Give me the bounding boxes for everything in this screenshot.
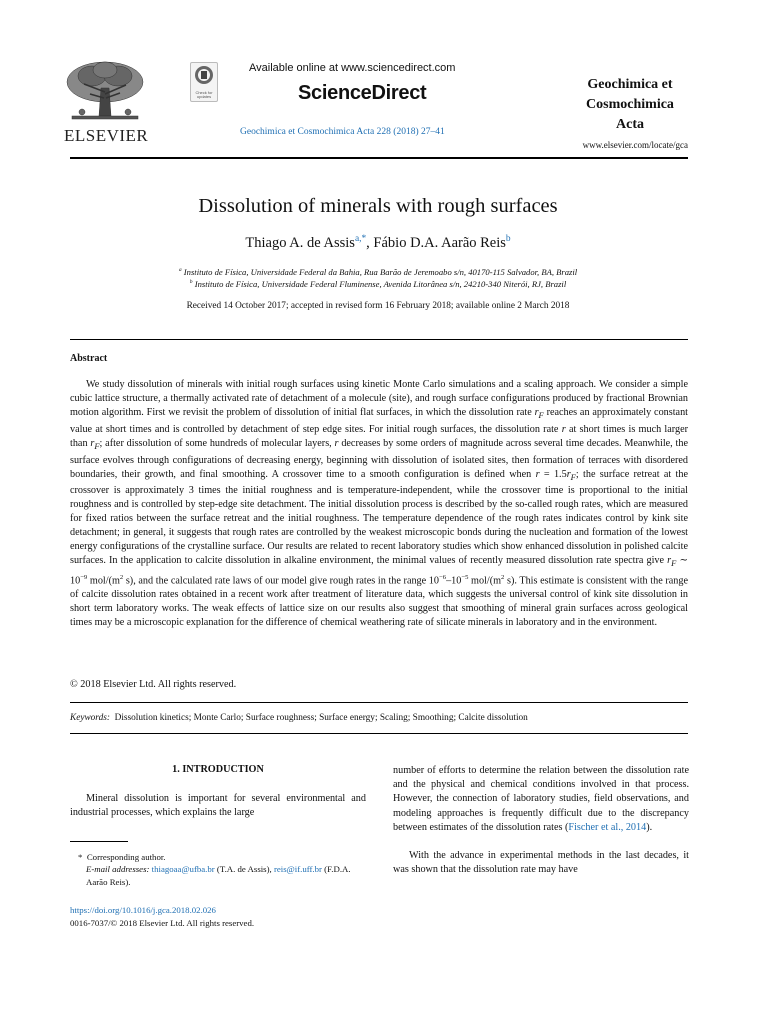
check-for-updates-badge[interactable] [190,62,218,102]
author-2: Fábio D.A. Aarão Reis [373,234,506,251]
affiliation-b-text: Instituto de Física, Universidade Federal Fluminense, Avenida Litorânea s/n, 24210-340 Niterói, RJ, Brazil [194,279,567,289]
affiliation-b-mark: b [189,279,193,286]
keywords-top-rule [70,702,688,703]
author-list [0,234,756,252]
footnote-mark: * [78,852,83,862]
journal-name-line-2: Cosmochimica [586,97,674,112]
email-link-1[interactable]: thiagoaa@ufba.br [151,864,215,875]
email-addresses [70,863,366,888]
author-1-marks[interactable]: a,* [354,234,367,244]
email-2-owner: (F.D.A. Aarão Reis). [86,864,351,887]
abstract-copyright: © 2018 Elsevier Ltd. All rights reserved. [70,679,237,690]
header-rule [70,157,688,159]
journal-name-line-1: Geochimica et [587,77,673,92]
journal-name [560,75,700,135]
affiliation-a-text: Instituto de Física, Universidade Federal da Bahia, Rua Barão de Jeremoabo s/n, 40170-115 Salvador, BA, Brazil [183,267,578,277]
email-1-owner: (T.A. de Assis), [216,864,272,875]
available-online: Available online at www.sciencedirect.com [249,62,456,74]
author-1: Thiago A. de Assis [245,234,355,251]
elsevier-wordmark: ELSEVIER [64,126,149,145]
intro-left-paragraph: Mineral dissolution is important for several environmental and industrial processes, which explains the large [70,793,366,819]
footnote-rule [70,841,128,842]
journal-url[interactable]: www.elsevier.com/locate/gca [582,140,688,150]
affiliation-a [0,267,756,277]
abstract-heading: Abstract [70,353,108,364]
journal-name-line-3: Acta [616,117,644,132]
keywords [70,713,688,723]
publisher-logo [62,58,152,145]
intro-right-p1-text: number of efforts to determine the relation between the dissolution rate and the physical and chemical conditions involved in that process. However, the connection of laboratory studies, field observations, and modeling approaches is frequently difficult due to the discrepancy between estimates of the dissolution rates ( [393,765,689,833]
keywords-text: Dissolution kinetics; Monte Carlo; Surface roughness; Surface energy; Scaling; Smoothing; Calcite dissolution [114,713,528,723]
email-link-2[interactable]: reis@if.uff.br [273,864,322,875]
corresponding-author-text: Corresponding author. [86,852,166,862]
email-label: E-mail addresses: [86,864,150,875]
tree-logo-icon [62,58,148,124]
title-rule [70,339,688,340]
affiliation-a-mark: a [178,267,182,274]
keywords-label: Keywords: [70,713,110,723]
abstract-body: We study dissolution of minerals with initial rough surfaces using kinetic Monte Carlo simulations and a scaling approach. We consider a simple cubic lattice structure, a thermally activated rate of detachment of a molecule (site), and rough surface configurations produced by fractional Brownian motion algorithm. First we revisit the problem of dissolution of initial flat surfaces, in which the dissolution rate $r_F$ reaches an approximately constant value at short times and is controlled by detachment of step edge sites. For initial rough surfaces, the dissolution rate r at short times is much larger than $r_F$; after dissolution of some hundreds of molecular layers, r decreases by some orders of magnitude across several time decades. Meanwhile, the surface evolves through configurations of decreasing energy, beginning with dissolution of isolated sites, then formation of terraces with disordered boundaries, their growth, and final smoothing. A crossover time to a smooth configuration is defined when $r = 1.5r_F$; the surface retreat at the crossover is approximately 3 times the initial roughness and is temperature-independent, while the crossover time is proportional to the initial roughness and is controlled by step-edge site detachment. The initial dissolution process is described by the so-called rough rates, which are measured for fixed ratios between the surface retreat and the initial roughness. The temperature dependence of the rough rates indicates control by kink site detachment; in general, it suggests that rough rates are controlled by the weakest microscopic bonds during the nucleation and formation of the lowest energy configurations of the crystalline surface. Our results are related to recent laboratory studies which show enhanced dissolution in polished calcite surfaces. In the application to calcite dissolution in alkaline environment, the minimal values of recently measured dissolution rate spectra give $r_F$ ∼ $10^{-9}$ mol/($m^2$ s), and the calculated rate laws of our model give rough rates in the range $10^{-6}-10^{-5}$ mol/($m^2$ s). This estimate is consistent with the range of calcite dissolution rates obtained in a recent work after treatment of literature data, which suggests the universal control of kink site dissolution in short term laboratory works. The weak effects of lattice size on our results also suggest that smoothing of mineral grain surfaces across geological times may be a microscopic explanation for the difference of chemical weathering rate of silicate minerals in laboratory and in the environment. [70,379,689,629]
article-title: Dissolution of minerals with rough surfaces [198,195,558,217]
citation-link[interactable]: Fischer et al., 2014 [568,821,647,833]
issn-line: 0016-7037/© 2018 Elsevier Ltd. All rights reserved. [70,918,255,928]
intro-right-p1-end: ). [646,821,653,833]
badge-label: Check for updates [195,90,213,99]
affiliation-b [0,279,756,289]
author-2-marks[interactable]: b [505,234,511,244]
keywords-bottom-rule [70,733,688,734]
author-separator: , [366,234,374,251]
journal-reference[interactable]: Geochimica et Cosmochimica Acta 228 (2018) 27–41 [240,127,445,137]
doi-link[interactable]: https://doi.org/10.1016/j.gca.2018.02.026 [70,905,216,915]
received-dates: Received 14 October 2017; accepted in revised form 16 February 2018; available online 2 March 2018 [186,301,570,311]
intro-right-paragraph-1 [393,764,689,835]
footnote [70,851,366,888]
intro-right-paragraph-2: With the advance in experimental methods in the last decades, it was shown that the dissolution rate may have [393,850,689,876]
bookmark-icon [191,63,217,87]
section-heading-introduction: 1. INTRODUCTION [172,764,264,775]
sciencedirect-wordmark: ScienceDirect [298,82,427,104]
corresponding-author-note [70,851,366,863]
